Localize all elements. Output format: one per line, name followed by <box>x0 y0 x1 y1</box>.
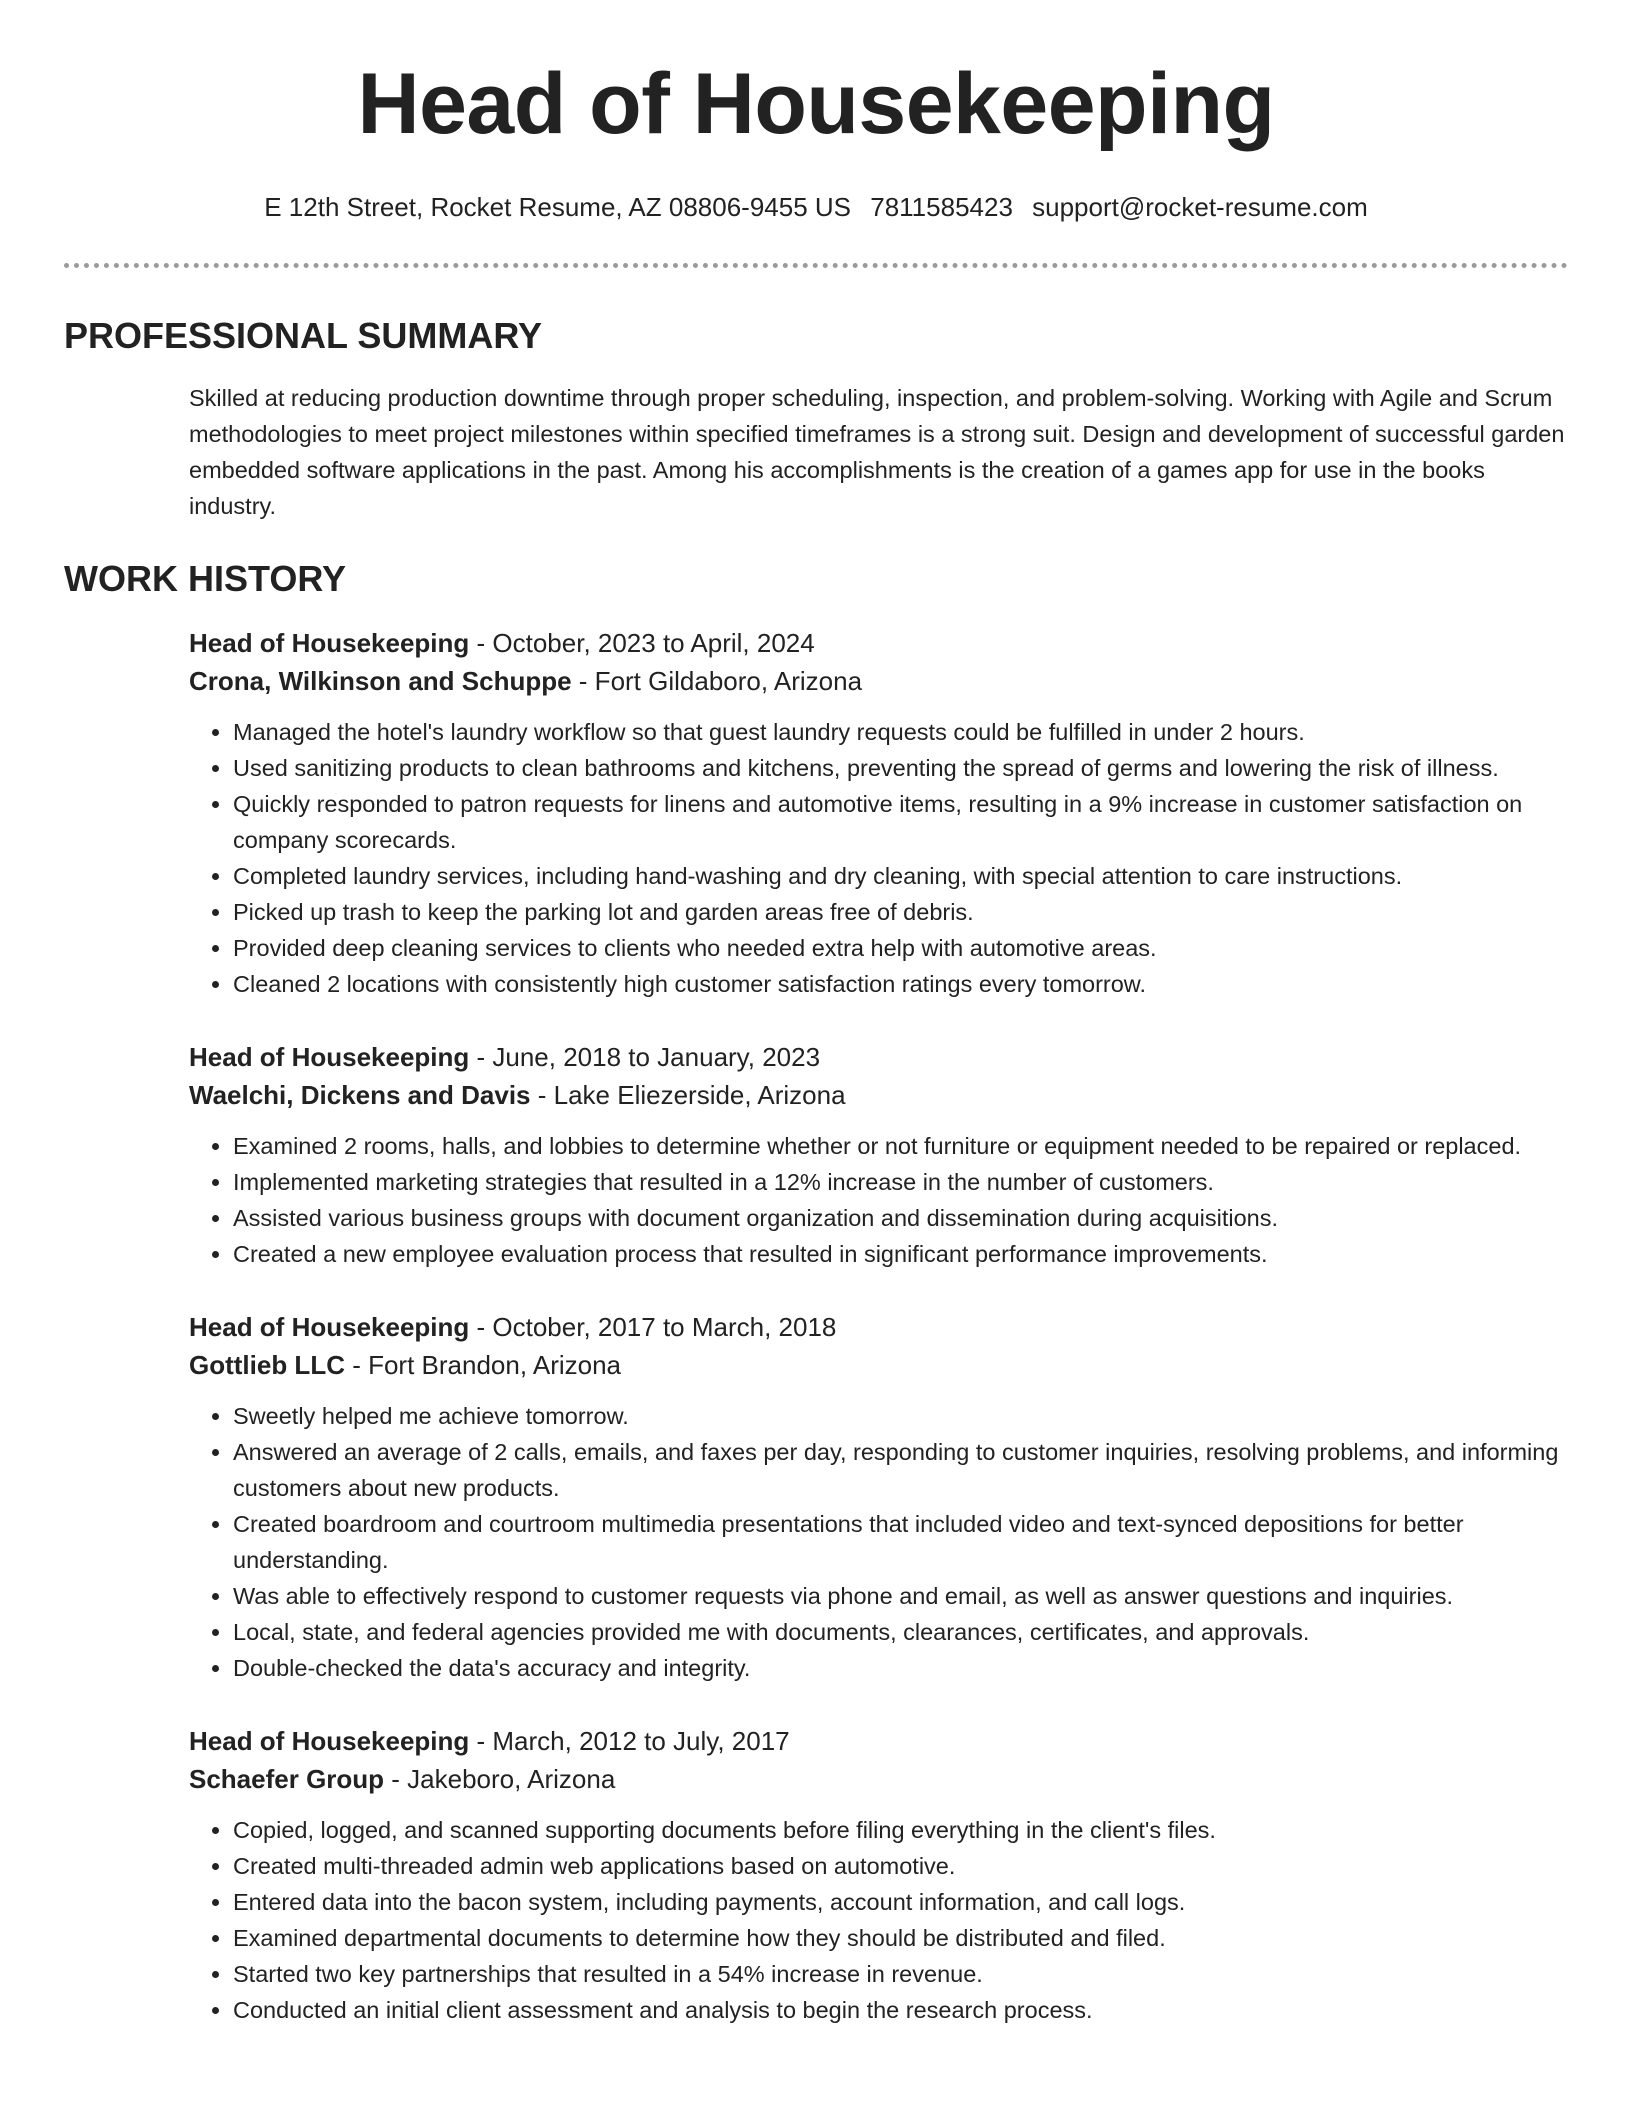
job-bullet-list <box>189 1812 1568 2028</box>
job-bullet: • Answered an average of 2 calls, emails, and faxes per day, responding to customer inquiries, resolving problems, and informing customers about new products. <box>233 1434 1568 1506</box>
job-bullet: • Picked up trash to keep the parking lot and garden areas free of debris. <box>233 894 1568 930</box>
job-entry <box>189 1038 1568 1272</box>
job-entry <box>189 624 1568 1002</box>
job-title-line <box>189 624 1568 662</box>
job-dates: - October, 2017 to March, 2018 <box>469 1312 837 1342</box>
job-bullet: • Local, state, and federal agencies provided me with documents, clearances, certificates, and approvals. <box>233 1614 1568 1650</box>
contact-email: support@rocket-resume.com <box>1032 192 1368 222</box>
professional-summary-section <box>64 313 1568 524</box>
job-bullet: • Double-checked the data's accuracy and integrity. <box>233 1650 1568 1686</box>
job-bullet: • Cleaned 2 locations with consistently high customer satisfaction ratings every tomorrow. <box>233 966 1568 1002</box>
job-bullet-list <box>189 1128 1568 1272</box>
job-bullet: • Entered data into the bacon system, including payments, account information, and call logs. <box>233 1884 1568 1920</box>
header-divider <box>64 263 1568 268</box>
job-list <box>189 624 1568 2028</box>
job-title: Head of Housekeeping <box>189 1312 470 1342</box>
job-bullet: • Examined departmental documents to determine how they should be distributed and filed. <box>233 1920 1568 1956</box>
summary-text: Skilled at reducing production downtime through proper scheduling, inspection, and problem-solving. Working with Agile and Scrum methodologies to meet project milestones within specified timeframes is a strong suit. Design and development of successful garden embedded software applications in the past. Among his accomplishments is the creation of a games app for use in the books industry. <box>189 385 1565 519</box>
contact-address: E 12th Street, Rocket Resume, AZ 08806-9455 US <box>264 192 851 222</box>
job-entry <box>189 1722 1568 2028</box>
job-company: Waelchi, Dickens and Davis <box>189 1080 531 1110</box>
job-location: - Fort Brandon, Arizona <box>344 1350 622 1380</box>
job-company-line <box>189 1760 1568 1798</box>
job-company: Schaefer Group <box>189 1764 385 1794</box>
job-company: Crona, Wilkinson and Schuppe <box>189 666 572 696</box>
job-bullet: • Managed the hotel's laundry workflow so that guest laundry requests could be fulfilled in under 2 hours. <box>233 714 1568 750</box>
job-bullet: • Quickly responded to patron requests for linens and automotive items, resulting in a 9% increase in customer satisfaction on company scorecards. <box>233 786 1568 858</box>
job-dates: - March, 2012 to July, 2017 <box>469 1726 790 1756</box>
job-title: Head of Housekeeping <box>189 1042 470 1072</box>
job-title-line <box>189 1038 1568 1076</box>
job-location: - Lake Eliezerside, Arizona <box>530 1080 846 1110</box>
job-bullet: • Provided deep cleaning services to clients who needed extra help with automotive areas. <box>233 930 1568 966</box>
job-entry <box>189 1308 1568 1686</box>
job-bullet: • Created a new employee evaluation process that resulted in significant performance improvements. <box>233 1236 1568 1272</box>
job-bullet: • Examined 2 rooms, halls, and lobbies to determine whether or not furniture or equipment needed to be repaired or replaced. <box>233 1128 1568 1164</box>
resume-header <box>64 0 1568 224</box>
job-bullet-list <box>189 714 1568 1002</box>
job-bullet: • Created multi-threaded admin web applications based on automotive. <box>233 1848 1568 1884</box>
job-bullet: • Started two key partnerships that resulted in a 54% increase in revenue. <box>233 1956 1568 1992</box>
job-company-line <box>189 1346 1568 1384</box>
job-bullet: • Was able to effectively respond to customer requests via phone and email, as well as answer questions and inquiries. <box>233 1578 1568 1614</box>
summary-heading: PROFESSIONAL SUMMARY <box>64 315 543 356</box>
job-company: Gottlieb LLC <box>189 1350 345 1380</box>
job-bullet: • Copied, logged, and scanned supporting documents before filing everything in the client's files. <box>233 1812 1568 1848</box>
job-bullet-list <box>189 1398 1568 1686</box>
job-bullet: • Conducted an initial client assessment and analysis to begin the research process. <box>233 1992 1568 2028</box>
job-bullet: • Used sanitizing products to clean bathrooms and kitchens, preventing the spread of germs and lowering the risk of illness. <box>233 750 1568 786</box>
job-location: - Jakeboro, Arizona <box>384 1764 616 1794</box>
contact-line <box>64 190 1568 224</box>
job-company-line <box>189 1076 1568 1114</box>
job-bullet: • Sweetly helped me achieve tomorrow. <box>233 1398 1568 1434</box>
job-company-line <box>189 662 1568 700</box>
job-bullet: • Completed laundry services, including hand-washing and dry cleaning, with special attention to care instructions. <box>233 858 1568 894</box>
job-bullet: • Implemented marketing strategies that resulted in a 12% increase in the number of customers. <box>233 1164 1568 1200</box>
job-title-line <box>189 1722 1568 1760</box>
work-history-section <box>64 556 1568 2028</box>
work-history-heading: WORK HISTORY <box>64 558 347 599</box>
job-title: Head of Housekeeping <box>189 1726 470 1756</box>
contact-phone: 7811585423 <box>870 192 1013 222</box>
job-bullet: • Assisted various business groups with document organization and dissemination during acquisitions. <box>233 1200 1568 1236</box>
job-dates: - October, 2023 to April, 2024 <box>469 628 815 658</box>
job-dates: - June, 2018 to January, 2023 <box>469 1042 821 1072</box>
job-title: Head of Housekeeping <box>189 628 470 658</box>
job-title-line <box>189 1308 1568 1346</box>
job-location: - Fort Gildaboro, Arizona <box>571 666 863 696</box>
job-bullet: • Created boardroom and courtroom multimedia presentations that included video and text-synced depositions for better understanding. <box>233 1506 1568 1578</box>
candidate-name: Head of Housekeeping <box>357 56 1275 152</box>
